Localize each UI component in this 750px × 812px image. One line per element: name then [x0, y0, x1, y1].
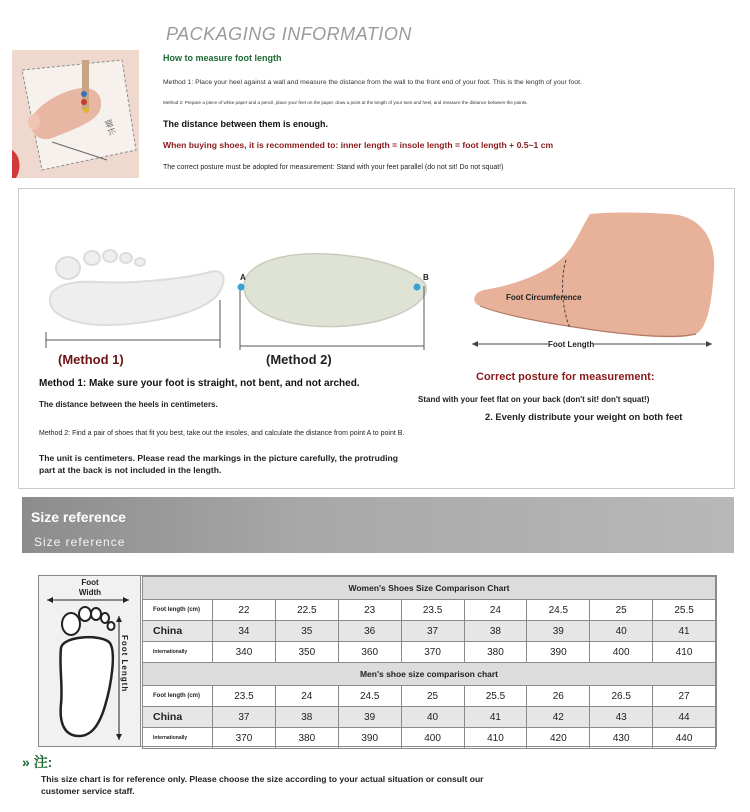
table-cell: 23 [338, 600, 401, 621]
size-comparison-table [142, 576, 716, 749]
table-cell: 41 [464, 707, 527, 728]
row-label-international: Internationally [143, 728, 213, 749]
correct-posture-title: Correct posture for measurement: [476, 371, 655, 383]
table-cell: 400 [401, 728, 464, 749]
table-cell: 42 [527, 707, 590, 728]
method1-label: (Method 1) [58, 352, 124, 367]
table-cell: 370 [213, 728, 276, 749]
point-b-label: B [423, 273, 429, 282]
foot-circumference-label: Foot Circumference [506, 293, 582, 302]
table-row [143, 707, 716, 728]
table-cell: 37 [213, 707, 276, 728]
method1-instruction: Method 1: Place your heel against a wall and measure the distance from the wall to the front end of your foot. This is the length of your foot. [163, 79, 582, 86]
insole-illustration [236, 246, 436, 354]
footprint-illustration [38, 240, 228, 352]
table-cell: 410 [653, 642, 716, 663]
note-heading-text: 注: [33, 754, 53, 770]
table-cell: 36 [338, 621, 401, 642]
stand-instruction: Stand with your feet flat on your back (don't sit! don't squat!) [418, 395, 650, 404]
row-label-international: Internationally [143, 642, 213, 663]
table-row [143, 621, 716, 642]
table-cell: 23.5 [213, 686, 276, 707]
packaging-title: PACKAGING INFORMATION [166, 24, 412, 44]
table-cell: 24.5 [338, 686, 401, 707]
table-cell: 41 [653, 621, 716, 642]
table-cell: 25.5 [464, 686, 527, 707]
method2-text: Method 2: Find a pair of shoes that fit you best, take out the insoles, and calculate the distance from point A to point B. [39, 430, 405, 437]
table-cell: 340 [213, 642, 276, 663]
table-cell: 390 [338, 728, 401, 749]
note-heading [22, 752, 52, 772]
method2-label: (Method 2) [266, 352, 332, 367]
table-row [143, 600, 716, 621]
table-cell: 380 [464, 642, 527, 663]
table-cell: 24 [275, 686, 338, 707]
table-cell: 26 [527, 686, 590, 707]
table-cell: 38 [464, 621, 527, 642]
size-reference-banner [22, 497, 734, 553]
table-cell: 25.5 [653, 600, 716, 621]
table-cell: 350 [275, 642, 338, 663]
point-a-label: A [240, 273, 246, 282]
posture-note: The correct posture must be adopted for measurement: Stand with your feet parallel (do not sit! Do not squat!) [163, 164, 504, 171]
table-cell: 24.5 [527, 600, 590, 621]
buying-recommendation: When buying shoes, it is recommended to: inner length = insole length = foot length + 0.5~1 cm [163, 140, 554, 150]
table-cell: 44 [653, 707, 716, 728]
women-header-row [143, 577, 716, 600]
table-cell: 24 [464, 600, 527, 621]
table-cell: 39 [338, 707, 401, 728]
banner-title: Size reference [31, 509, 126, 525]
table-cell: 360 [338, 642, 401, 663]
row-label-foot-length: Foot length (cm) [143, 600, 213, 621]
table-cell: 34 [213, 621, 276, 642]
row-label-china: China [143, 621, 213, 642]
table-cell: 420 [527, 728, 590, 749]
table-cell: 38 [275, 707, 338, 728]
women-chart-title: Women's Shoes Size Comparison Chart [143, 577, 716, 600]
table-row [143, 642, 716, 663]
table-cell: 410 [464, 728, 527, 749]
table-cell: 23.5 [401, 600, 464, 621]
table-cell: 22.5 [275, 600, 338, 621]
row-label-china: China [143, 707, 213, 728]
banner-subtitle: Size reference [34, 535, 126, 549]
table-cell: 370 [401, 642, 464, 663]
foot-length-axis-label: Foot Length [120, 635, 129, 693]
table-cell: 430 [590, 728, 653, 749]
table-cell: 390 [527, 642, 590, 663]
table-cell: 25 [401, 686, 464, 707]
table-cell: 440 [653, 728, 716, 749]
note-text: This size chart is for reference only. Please choose the size according to your actual situation or consult our customer service staff. [41, 774, 484, 796]
unit-note: The unit is centimeters. Please read the markings in the picture carefully, the protruding part at the back is not included in the length. [39, 453, 398, 475]
table-cell: 25 [590, 600, 653, 621]
foot-photo-illustration [12, 50, 139, 178]
table-cell: 26.5 [590, 686, 653, 707]
table-cell: 40 [401, 707, 464, 728]
weight-instruction: 2. Evenly distribute your weight on both feet [485, 411, 683, 422]
side-foot-illustration [470, 210, 720, 356]
method1-text: Method 1: Make sure your foot is straight, not bent, and not arched. [39, 378, 360, 389]
foot-width-label: Foot Width [78, 578, 102, 597]
table-cell: 27 [653, 686, 716, 707]
table-cell: 35 [275, 621, 338, 642]
table-cell: 40 [590, 621, 653, 642]
how-to-measure-heading: How to measure foot length [163, 53, 282, 63]
table-cell: 43 [590, 707, 653, 728]
table-cell: 400 [590, 642, 653, 663]
men-chart-title: Men's shoe size comparison chart [143, 663, 716, 686]
table-cell: 380 [275, 728, 338, 749]
foot-measure-photo [12, 50, 139, 178]
heel-distance-text: The distance between the heels in centimeters. [39, 400, 218, 409]
table-cell: 22 [213, 600, 276, 621]
table-row [143, 728, 716, 749]
table-row [143, 686, 716, 707]
photo-label: 脚长 [103, 118, 117, 137]
foot-length-label: Foot Length [548, 340, 595, 349]
table-cell: 37 [401, 621, 464, 642]
table-cell: 39 [527, 621, 590, 642]
row-label-foot-length: Foot length (cm) [143, 686, 213, 707]
method2-instruction: Method 2: Prepare a piece of white paper and a pencil, place your feet on the paper, draw a point at the length of your toes and heel, and measure the distance between the points. [163, 100, 528, 105]
men-header-row [143, 663, 716, 686]
distance-note: The distance between them is enough. [163, 119, 329, 129]
double-chevron-icon: » [22, 754, 30, 770]
